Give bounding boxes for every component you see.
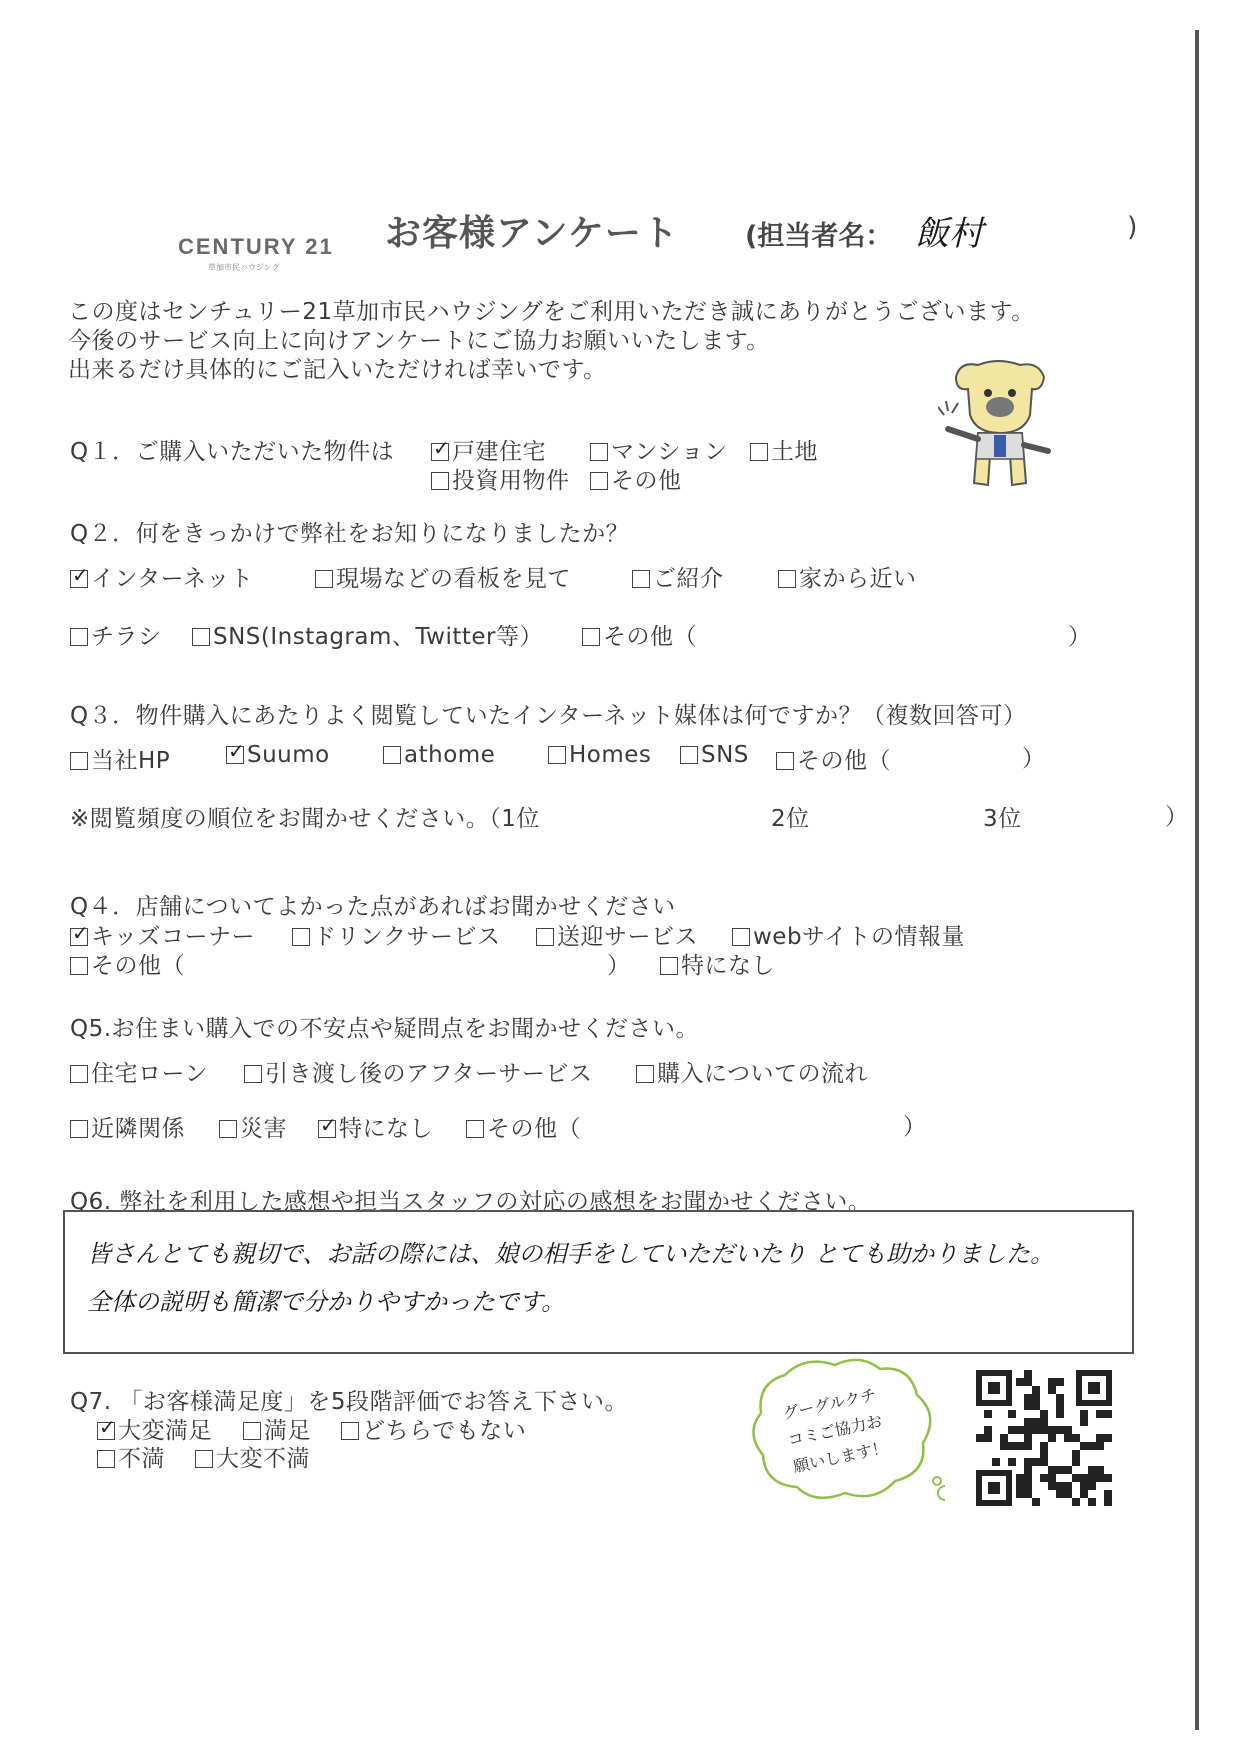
checkbox[interactable] bbox=[244, 1065, 262, 1083]
q4-option-label: その他（ bbox=[91, 953, 185, 979]
q3-other-close: ） bbox=[1022, 746, 1046, 772]
checkbox[interactable] bbox=[632, 570, 650, 588]
q2-option-sns[interactable] bbox=[192, 618, 543, 651]
checkbox[interactable] bbox=[243, 1422, 261, 1440]
q2-option-label: SNS(Instagram、Twitter等） bbox=[213, 624, 543, 650]
q1-option-label: 戸建住宅 bbox=[452, 439, 546, 465]
q3-label: Q３．物件購入にあたりよく閲覧していたインターネット媒体は何ですか？（複数回答可） bbox=[70, 703, 1027, 729]
checkbox[interactable] bbox=[192, 628, 210, 646]
q6-answer-line-1: 皆さんとても親切で、お話の際には、娘の相手をしていただいたり とても助かりました。 bbox=[87, 1240, 1055, 1268]
checkbox-checked[interactable] bbox=[431, 443, 449, 461]
q4-option-nothing[interactable] bbox=[660, 947, 775, 980]
q5-option-label: 住宅ローン bbox=[91, 1061, 209, 1087]
checkbox[interactable] bbox=[195, 1450, 213, 1468]
q5-option-label: 近隣関係 bbox=[91, 1116, 185, 1142]
checkbox[interactable] bbox=[70, 957, 88, 975]
q4-label: Q４．店舗についてよかった点があればお聞かせください bbox=[70, 894, 676, 920]
q7-option-very-dissatisfied[interactable] bbox=[195, 1440, 310, 1473]
q7-option-neutral[interactable] bbox=[341, 1412, 526, 1445]
checkbox[interactable] bbox=[590, 472, 608, 490]
q5-label: Q5.お住まい購入での不安点や疑問点をお聞かせください。 bbox=[70, 1016, 700, 1042]
checkbox[interactable] bbox=[70, 752, 88, 770]
q7-option-label: 満足 bbox=[264, 1418, 311, 1444]
q7-option-label: 不満 bbox=[118, 1446, 165, 1472]
qr-code[interactable] bbox=[976, 1370, 1112, 1506]
checkbox-checked[interactable] bbox=[226, 746, 244, 764]
q3-option-athome[interactable] bbox=[383, 742, 495, 768]
q5-option-label: 引き渡し後のアフターサービス bbox=[265, 1061, 593, 1087]
staff-close: ) bbox=[1127, 212, 1138, 243]
intro-line-1: この度はセンチュリー21草加市民ハウジングをご利用いただき誠にありがとうございます。 bbox=[68, 299, 1035, 325]
q1-option-label: 投資用物件 bbox=[452, 468, 570, 494]
q3-option-label: athome bbox=[404, 742, 496, 768]
q5-option-label: 購入についての流れ bbox=[657, 1061, 869, 1087]
q4-option-other[interactable] bbox=[70, 947, 185, 980]
q4-other-close: ） bbox=[607, 953, 631, 979]
q2-option-label: その他（ bbox=[603, 624, 697, 650]
checkbox[interactable] bbox=[383, 746, 401, 764]
checkbox[interactable] bbox=[582, 628, 600, 646]
checkbox[interactable] bbox=[636, 1065, 654, 1083]
staff-label: (担当者名： bbox=[745, 221, 893, 252]
intro-line-2: 今後のサービス向上に向けアンケートにご協力お願いいたします。 bbox=[68, 328, 770, 354]
q7-label: Q7. 「お客様満足度」を5段階評価でお答え下さい。 bbox=[70, 1389, 628, 1415]
checkbox[interactable] bbox=[660, 957, 678, 975]
bubble-line-1: グーグルクチ bbox=[780, 1384, 878, 1424]
q2-option-flyer[interactable] bbox=[70, 618, 162, 651]
q3-rank-2: 2位 bbox=[771, 806, 810, 832]
checkbox[interactable] bbox=[466, 1120, 484, 1138]
q1-option-label: マンション bbox=[611, 439, 728, 465]
q5-option-purchase-flow[interactable] bbox=[636, 1055, 868, 1088]
checkbox[interactable] bbox=[219, 1120, 237, 1138]
checkbox[interactable] bbox=[778, 570, 796, 588]
checkbox[interactable] bbox=[341, 1422, 359, 1440]
q2-option-nearby[interactable] bbox=[778, 560, 917, 593]
bubble-line-3: 願いします！ bbox=[791, 1437, 890, 1477]
checkbox[interactable] bbox=[431, 472, 449, 490]
q5-other-close: ） bbox=[903, 1114, 927, 1140]
q3-option-label: 当社HP bbox=[91, 748, 171, 774]
checkbox[interactable] bbox=[536, 928, 554, 946]
q4-option-drink-service[interactable] bbox=[292, 918, 501, 951]
q4-option-label: 特になし bbox=[681, 953, 775, 979]
q3-option-company-hp[interactable] bbox=[70, 742, 170, 775]
q1-option-label: 土地 bbox=[771, 439, 818, 465]
q2-option-label: 家から近い bbox=[799, 566, 917, 592]
q2-option-label: チラシ bbox=[91, 624, 162, 650]
checkbox-checked[interactable] bbox=[97, 1422, 115, 1440]
staff-name: 飯村 bbox=[915, 214, 983, 254]
q5-option-nothing[interactable] bbox=[318, 1110, 433, 1143]
q3-option-other[interactable] bbox=[776, 742, 891, 775]
q3-rank-3: 3位 bbox=[983, 806, 1022, 832]
q3-rank-close: ） bbox=[1165, 804, 1189, 830]
q5-option-neighbors[interactable] bbox=[70, 1110, 185, 1143]
q2-option-label: 現場などの看板を見て bbox=[336, 566, 571, 592]
checkbox[interactable] bbox=[776, 752, 794, 770]
q1-option-land[interactable] bbox=[750, 433, 818, 466]
checkbox[interactable] bbox=[97, 1450, 115, 1468]
checkbox[interactable] bbox=[292, 928, 310, 946]
brand-subtitle: 草加市民ハウジング bbox=[208, 263, 280, 272]
q2-option-referral[interactable] bbox=[632, 560, 724, 593]
checkbox[interactable] bbox=[315, 570, 333, 588]
q1-option-label: その他 bbox=[611, 468, 682, 494]
q2-label: Q２．何をきっかけで弊社をお知りになりましたか？ bbox=[70, 521, 630, 547]
q3-option-suumo[interactable] bbox=[226, 742, 330, 768]
q5-option-home-loan[interactable] bbox=[70, 1055, 208, 1088]
q6-answer-line-2: 全体の説明も簡潔で分かりやすかったです。 bbox=[87, 1288, 566, 1316]
q3-option-label: SNS bbox=[701, 742, 749, 768]
checkbox-checked[interactable] bbox=[70, 928, 88, 946]
q5-option-label: その他（ bbox=[487, 1116, 581, 1142]
q5-option-label: 特になし bbox=[339, 1116, 433, 1142]
q4-option-label: ドリンクサービス bbox=[313, 924, 501, 950]
page-edge-bar bbox=[1195, 30, 1199, 1730]
q3-option-label: その他（ bbox=[797, 748, 891, 774]
q4-option-label: キッズコーナー bbox=[91, 924, 256, 950]
q2-option-signboard[interactable] bbox=[315, 560, 571, 593]
checkbox[interactable] bbox=[70, 1065, 88, 1083]
q2-other-close: ） bbox=[1068, 624, 1092, 650]
q6-answer-box[interactable] bbox=[63, 1210, 1134, 1354]
checkbox-checked[interactable] bbox=[70, 570, 88, 588]
checkbox[interactable] bbox=[70, 1120, 88, 1138]
q5-option-after-service[interactable] bbox=[244, 1055, 592, 1088]
q2-option-other[interactable] bbox=[582, 618, 697, 651]
q1-option-other[interactable] bbox=[590, 462, 682, 495]
q1-option-investment[interactable] bbox=[431, 462, 570, 495]
q3-option-homes[interactable] bbox=[548, 742, 651, 768]
q2-option-label: インターネット bbox=[91, 566, 254, 592]
q3-rank-label: ※閲覧頻度の順位をお聞かせください。（1位 bbox=[70, 806, 540, 832]
q2-option-internet[interactable] bbox=[70, 560, 253, 593]
checkbox[interactable] bbox=[590, 443, 608, 461]
q3-option-label: Homes bbox=[569, 742, 652, 768]
brand-name: CENTURY 21 bbox=[178, 234, 334, 259]
q3-option-sns[interactable] bbox=[680, 742, 749, 768]
checkbox-checked[interactable] bbox=[318, 1120, 336, 1138]
q6-label: Q6. 弊社を利用した感想や担当スタッフの対応の感想をお聞かせください。 bbox=[70, 1189, 872, 1215]
q3-option-label: Suumo bbox=[247, 742, 330, 768]
q5-option-disaster[interactable] bbox=[219, 1110, 287, 1143]
q1-label: Q１．ご購入いただいた物件は bbox=[70, 439, 395, 465]
checkbox[interactable] bbox=[548, 746, 566, 764]
q5-option-label: 災害 bbox=[240, 1116, 287, 1142]
q7-option-label: 大変満足 bbox=[118, 1418, 212, 1444]
brand-logo bbox=[178, 234, 334, 273]
q4-option-label: webサイトの情報量 bbox=[753, 924, 965, 950]
q5-option-other[interactable] bbox=[466, 1110, 581, 1143]
q7-option-dissatisfied[interactable] bbox=[97, 1440, 165, 1473]
q7-option-label: 大変不満 bbox=[216, 1446, 310, 1472]
page-title: お客様アンケート bbox=[385, 213, 679, 254]
checkbox[interactable] bbox=[732, 928, 750, 946]
checkbox[interactable] bbox=[680, 746, 698, 764]
intro-line-3: 出来るだけ具体的にご記入いただければ幸いです。 bbox=[68, 357, 607, 383]
q2-option-label: ご紹介 bbox=[653, 566, 724, 592]
mascot-illustration bbox=[938, 355, 1066, 503]
bubble-line-2: コミご協力お bbox=[786, 1411, 884, 1450]
q7-option-label: どちらでもない bbox=[362, 1418, 527, 1444]
checkbox[interactable] bbox=[70, 628, 88, 646]
checkbox[interactable] bbox=[750, 443, 768, 461]
q4-option-label: 送迎サービス bbox=[557, 924, 698, 950]
